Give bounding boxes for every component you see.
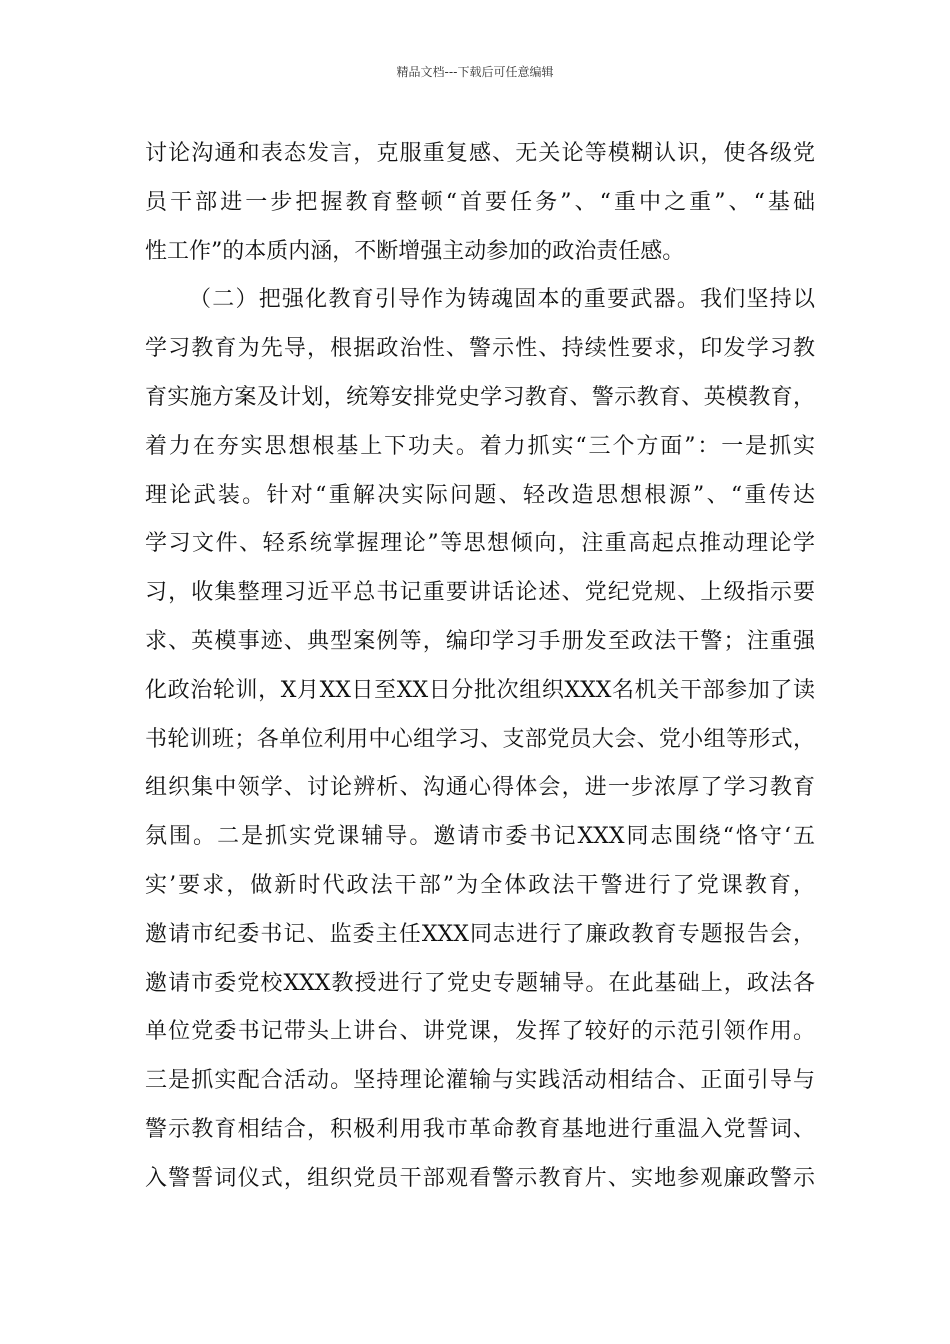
text-line: 讨论沟通和表态发言，克服重复感、无关论等模糊认识，使各级党 bbox=[145, 141, 815, 166]
text-line: 着力在夯实思想根基上下功夫。着力抓实“三个方面”：一是抓实 bbox=[145, 433, 815, 459]
text-line: 三是抓实配合活动。坚持理论灌输与实践活动相结合、正面引导与 bbox=[145, 1068, 815, 1094]
text-line: 习，收集整理习近平总书记重要讲话论述、党纪党规、上级指示要 bbox=[145, 580, 815, 606]
text-line: 警示教育相结合，积极利用我市革命教育基地进行重温入党誓词、 bbox=[145, 1116, 815, 1142]
text-line: （二）把强化教育引导作为铸魂固本的重要武器。我们坚持以 bbox=[189, 287, 815, 313]
text-line: 育实施方案及计划，统筹安排党史学习教育、警示教育、英模教育， bbox=[145, 384, 815, 410]
text-line: 书轮训班；各单位利用中心组学习、支部党员大会、党小组等形式， bbox=[145, 726, 815, 752]
paragraph-1 bbox=[145, 130, 815, 276]
text-line: 邀请市纪委书记、监委主任XXX同志进行了廉政教育专题报告会， bbox=[145, 921, 815, 947]
text-line: 学习教育为先导，根据政治性、警示性、持续性要求，印发学习教 bbox=[145, 336, 815, 362]
page-header: 精品文档---下载后可任意编辑 bbox=[396, 65, 554, 79]
text-line: 员干部进一步把握教育整顿“首要任务”、“重中之重”、“基础 bbox=[145, 189, 815, 215]
text-line: 学习文件、轻系统掌握理论”等思想倾向，注重高起点推动理论学 bbox=[145, 531, 815, 557]
text-line: 组织集中领学、讨论辨析、沟通心得体会，进一步浓厚了学习教育 bbox=[145, 775, 815, 801]
text-line bbox=[145, 1252, 815, 1301]
text-line: 理论武装。针对“重解决实际问题、轻改造思想根源”、“重传达 bbox=[145, 482, 815, 508]
text-line: 单位党委书记带头上讲台、讲党课，发挥了较好的示范引领作用。 bbox=[145, 1019, 815, 1045]
text-line: 求、英模事迹、典型案例等，编印学习手册发至政法干警；注重强 bbox=[145, 628, 815, 654]
text-line: 氛围。二是抓实党课辅导。邀请市委书记XXX同志围绕“恪守‘五 bbox=[145, 824, 815, 850]
text-line: 性工作”的本质内涵，不断增强主动参加的政治责任感。 bbox=[145, 238, 685, 264]
text-line: 邀请市委党校XXX教授进行了党史专题辅导。在此基础上，政法各 bbox=[145, 970, 815, 996]
text-line: 入警誓词仪式，组织党员干部观看警示教育片、实地参观廉政警示 bbox=[145, 1165, 815, 1191]
text-line: 化政治轮训，X月XX日至XX日分批次组织XXX名机关干部参加了读 bbox=[145, 677, 815, 703]
text-line: 实’要求，做新时代政法干部”为全体政法干警进行了党课教育， bbox=[145, 872, 815, 898]
document-body bbox=[145, 130, 815, 1301]
text-line bbox=[145, 1204, 815, 1253]
paragraph-2 bbox=[145, 276, 815, 1301]
